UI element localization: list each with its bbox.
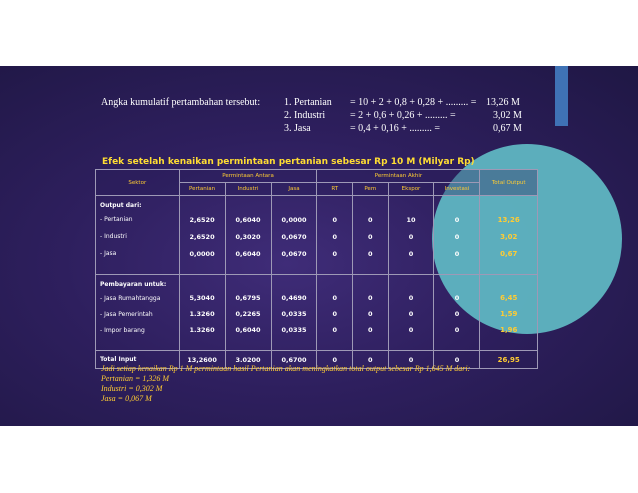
cell: 13,2600 [179,351,225,369]
cell: 0,0000 [179,245,225,262]
intro-line-val: 13,26 M [486,97,520,108]
cell: 0 [388,351,434,369]
cell: 0 [388,322,434,338]
cell: 0 [434,228,480,245]
cell: 0 [388,245,434,262]
cell: 0 [388,306,434,322]
intro-line-name: 1. Pertanian [284,97,332,108]
intro-line-val: 0,67 M [493,123,522,134]
section-title: Pembayaran untuk: [96,275,180,291]
cell: 0,3020 [225,228,271,245]
cell: 0 [353,322,389,338]
note-line: Jasa = 0,067 M [101,394,152,403]
cell: 5,3040 [179,290,225,306]
conclusion-note [101,364,470,404]
row-label: - Impor barang [96,322,180,338]
spacer-row [96,262,538,275]
cell: 0 [353,290,389,306]
spacer-row [96,338,538,351]
note-line: Pertanian = 1,326 M [101,374,170,383]
cell: 1.3260 [179,306,225,322]
cell: 0 [353,245,389,262]
cell: 1.3260 [179,322,225,338]
total-cell: 1,96 [480,322,538,338]
cell: 0,0335 [271,306,317,322]
cell: 0,0670 [271,245,317,262]
row-label: - Jasa Rumahtangga [96,290,180,306]
note-line: Industri = 0,302 M [101,384,163,393]
intro-line-val: 3,02 M [493,110,522,121]
subheader: Investasi [434,183,480,196]
section-row [96,196,538,212]
cell: 0,0000 [271,211,317,228]
table-row [96,228,538,245]
cell: 0 [434,290,480,306]
cell: 0,0335 [271,322,317,338]
cell: 2,6520 [179,211,225,228]
header-intermediate-demand: Permintaan Antara [179,170,317,183]
cell: 0,6040 [225,245,271,262]
cell: 0 [353,306,389,322]
subheader: Jasa [271,183,317,196]
cell: 0 [353,228,389,245]
cell: 0,0670 [271,228,317,245]
intro-line-name: 3. Jasa [284,123,311,134]
cell: 0 [317,306,353,322]
intro-line-name: 2. Industri [284,110,326,121]
total-cell: 6,45 [480,290,538,306]
table-row [96,211,538,228]
section-row [96,275,538,291]
cell: 0,4690 [271,290,317,306]
row-label: Total Input [96,351,180,369]
subheader: RT [317,183,353,196]
cell: 0,6040 [225,211,271,228]
subheader: Pertanian [179,183,225,196]
table-caption: Efek setelah kenaikan permintaan pertanian sebesar Rp 10 M (Milyar Rp) [102,157,475,167]
cell: 10 [388,211,434,228]
row-label: - Jasa Pemerintah [96,306,180,322]
decorative-blue-bar [555,66,568,126]
intro-line-eq: = 2 + 0,6 + 0,26 + ......... = [350,110,456,121]
cell: 0,2265 [225,306,271,322]
row-label: - Jasa [96,245,180,262]
table-row [96,322,538,338]
cell: 0 [434,322,480,338]
cell: 0 [353,351,389,369]
row-label: - Industri [96,228,180,245]
total-cell: 13,26 [480,211,538,228]
cell: 0 [317,245,353,262]
cell: 0 [388,290,434,306]
slide [0,66,638,426]
header-total-output: Total Output [480,170,538,196]
cell: 0,6700 [271,351,317,369]
table-row [96,290,538,306]
total-cell: 26,95 [480,351,538,369]
cell: 2,6520 [179,228,225,245]
cell: 0,6795 [225,290,271,306]
cell: 0 [317,290,353,306]
cell: 0 [317,211,353,228]
intro-label: Angka kumulatif pertambahan tersebut: [101,97,261,108]
header-final-demand: Permintaan Akhir [317,170,480,183]
total-cell: 3,02 [480,228,538,245]
subheader: Industri [225,183,271,196]
section-title: Output dari: [96,196,180,212]
cell: 0 [434,211,480,228]
cell: 0 [434,306,480,322]
subheader: Pem [353,183,389,196]
total-cell: 0,67 [480,245,538,262]
subheader: Ekspor [388,183,434,196]
header-sector: Sektor [96,170,180,196]
table-row [96,306,538,322]
cell: 0 [434,245,480,262]
cell: 3.0200 [225,351,271,369]
cell: 0 [317,228,353,245]
cell: 0 [353,211,389,228]
table-row [96,245,538,262]
intro-line-eq: = 0,4 + 0,16 + ......... = [350,123,441,134]
total-cell: 1,59 [480,306,538,322]
cell: 0,6040 [225,322,271,338]
io-table [95,169,538,369]
note-line: Jadi setiap kenaikan Rp 1 M permintaan hasil Pertanian akan meningkatkan total output sebesar Rp 1,645 M dari: [101,364,471,373]
cell: 0 [317,322,353,338]
row-label: - Pertanian [96,211,180,228]
cell: 0 [317,351,353,369]
intro-line-eq: = 10 + 2 + 0,8 + 0,28 + ......... = [350,97,477,108]
cell: 0 [434,351,480,369]
cell: 0 [388,228,434,245]
